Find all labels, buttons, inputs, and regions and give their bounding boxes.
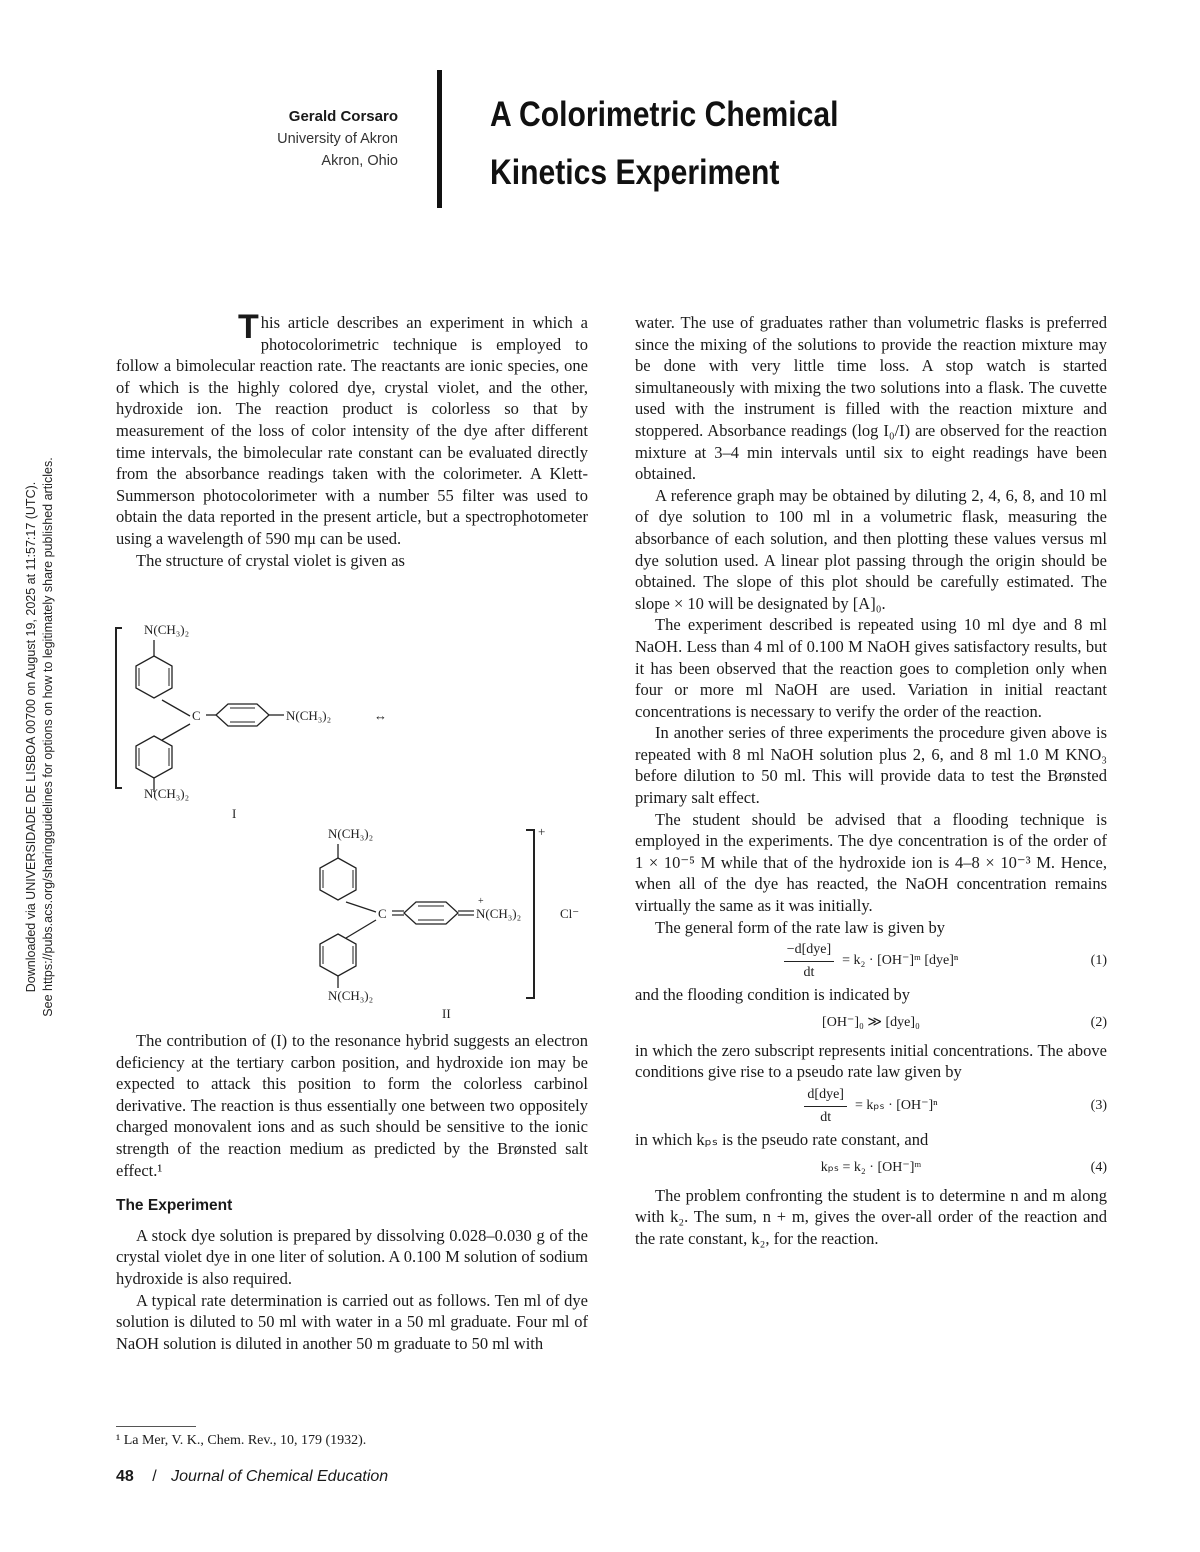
structure-i-label: I — [232, 806, 237, 821]
equation-2-text: [OH⁻]₀ ≫ [dye]₀ — [822, 1015, 920, 1031]
equation-1 — [635, 938, 1107, 984]
structure-ii-top-amine: N(CH₃)₂ — [328, 826, 374, 841]
structure-intro: The structure of crystal violet is given as — [136, 550, 405, 570]
experiment-paragraph-1: A stock dye solution is prepared by dissolving 0.028–0.030 g of the crystal violet dye in one liter of solution. A 0.100 M solution of sodium hydroxide is also required. — [116, 1225, 588, 1288]
equation-1-rhs: = k₂ · [OH⁻]ᵐ [dye]ⁿ — [842, 953, 959, 969]
right-paragraph-9: in which kₚₛ is the pseudo rate constant, and — [635, 1130, 929, 1149]
equation-4-number: (4) — [1090, 1159, 1107, 1175]
equation-3-rhs: = kₚₛ · [OH⁻]ⁿ — [854, 1098, 938, 1114]
title-line-1: A Colorimetric Chemical — [490, 95, 839, 134]
section-heading: The Experiment — [116, 1197, 233, 1215]
structure-ii-right-amine: N(CH₃)₂ — [476, 906, 522, 921]
page-footer — [116, 1468, 388, 1486]
structure-i-carbon: C — [192, 708, 201, 723]
right-paragraph-10: The problem confronting the student is to determine n and m along with k₂. The sum, n + m, gives the over-all order of the reaction and the rate constant, k₂, for the reaction. — [635, 1185, 1107, 1248]
equation-4 — [635, 1151, 1107, 1185]
equation-3-numerator: d[dye] — [804, 1084, 847, 1107]
equation-2-number: (2) — [1090, 1015, 1107, 1031]
resonance-arrow: ↔ — [374, 708, 387, 723]
intro-text: his article describes an experiment in which a photocolorimetric technique is employed to follow a bimolecular reaction rate. The reactants are ionic species, one of which is the highly colored dye, crystal violet, and the other, hydroxide ion. The reaction product is colorless so that by measurement of the loss of color intensity of the dye after different time intervals, the bimolecular rate constant can be evaluated directly from the absorbance readings taken with the colorimeter. A Klett-Summerson photocolorimeter with a number 55 filter was used to obtain the data reported in the present article, but a spectrophotometer using a wavelength of 590 mμ can be used. — [116, 313, 588, 548]
structure-i-top-amine: N(CH₃)₂ — [144, 622, 190, 637]
left-column-lower — [116, 1030, 588, 1354]
equation-4-text: kₚₛ = k₂ · [OH⁻]ᵐ — [820, 1159, 922, 1175]
download-notice-line2: See https://pubs.acs.org/sharingguidelines for options on how to legitimately share published articles. — [41, 457, 55, 1017]
equation-3-number: (3) — [1090, 1098, 1107, 1114]
right-paragraph-2: A reference graph may be obtained by diluting 2, 4, 6, 8, and 10 ml of dye solution to 100 ml in a volumetric flask, measuring the absorbance of each solution, and then plotting these values versus ml dye solution used. A linear plot passing through the origin should be obtained. The slope of this plot should be carefully estimated. The slope × 10 will be designated by [A]₀. — [635, 485, 1107, 613]
equation-1-numerator: −d[dye] — [784, 939, 834, 962]
structure-ii-nitrogen-charge: + — [478, 896, 484, 907]
structure-ii-bottom-amine: N(CH₃)₂ — [328, 988, 374, 1003]
equation-3 — [635, 1083, 1107, 1129]
equation-1-denominator: dt — [803, 964, 815, 980]
right-paragraph-7: and the flooding condition is indicated by — [635, 985, 910, 1005]
structure-ii-diagram — [300, 820, 590, 1020]
title-line-2: Kinetics Experiment — [490, 153, 780, 192]
author-affiliation-2: Akron, Ohio — [321, 153, 398, 169]
right-paragraph-3: The experiment described is repeated using 10 ml dye and 8 ml NaOH. Less than 4 ml of 0.100 M NaOH gives satisfactory results, but it has been observed that the reaction goes to completion only when four or more ml NaOH are used. Variation in initial reactant concentrations is necessary to verify the order of the reaction. — [635, 615, 1107, 721]
author-name: Gerald Corsaro — [288, 108, 398, 125]
structure-i-bottom-amine: N(CH₃)₂ — [144, 786, 190, 801]
resonance-paragraph: The contribution of (I) to the resonance hybrid suggests an electron deficiency at the tertiary carbon position, and hydroxide ion may be expected to attack this position to form the colorless carbinol derivative. The reaction is thus essentially one between two oppositely charged monovalent ions and as such should be sensitive to the ionic strength of the reaction medium as predicted by the Brønsted salt effect.¹ — [116, 1031, 588, 1180]
drop-cap: T — [238, 308, 259, 346]
download-notice-line1: Downloaded via UNIVERSIDADE DE LISBOA 00700 on August 19, 2025 at 11:57:17 (UTC). — [24, 481, 38, 993]
title-divider — [437, 70, 442, 208]
footnote-rule — [116, 1426, 196, 1427]
experiment-paragraph-2: A typical rate determination is carried out as follows. Ten ml of dye solution is diluted to 50 ml with water in a 50 ml graduate. Four ml of NaOH solution is diluted in another 50 m graduate to 50 ml with — [116, 1290, 588, 1353]
structure-ii-counterion: Cl⁻ — [560, 906, 580, 921]
right-column — [635, 312, 1107, 1249]
author-affiliation-1: University of Akron — [277, 131, 398, 147]
right-paragraph-5: The student should be advised that a flooding technique is employed in the experiments. The dye concentration is of the order of 1 × 10⁻⁵ M while that of the hydroxide ion is 4–8 × 10⁻³ M. Hence, when all of the dye has reacted, the NaOH concentration remains virtually the same as it was initially. — [635, 809, 1107, 916]
right-paragraph-6: The general form of the rate law is given by — [655, 917, 946, 937]
intro-paragraph — [116, 308, 588, 550]
author-block — [277, 106, 398, 172]
equation-1-number: (1) — [1090, 953, 1107, 969]
equation-2 — [635, 1006, 1107, 1040]
structure-ii-charge: + — [538, 824, 546, 839]
left-column-intro — [116, 308, 588, 571]
equation-1-fraction — [784, 939, 834, 983]
article-title — [490, 86, 838, 202]
structure-ii-label: II — [442, 1006, 451, 1020]
right-paragraph-8: in which the zero subscript represents initial concentrations. The above conditions give rise to a pseudo rate law given by — [635, 1040, 1107, 1082]
journal-name: Journal of Chemical Education — [171, 1468, 389, 1485]
download-notice — [23, 337, 57, 1137]
structure-i-right-amine: N(CH₃)₂ — [286, 708, 332, 723]
right-paragraph-4: In another series of three experiments the procedure given above is repeated with 8 ml NaOH solution plus 2, 6, and 8 ml 1.0 M KNO₃ before dilution to 50 ml. This will provide data to test the Brønsted primary salt effect. — [635, 723, 1107, 808]
structure-ii-carbon: C — [378, 906, 387, 921]
footer-separator: / — [152, 1468, 157, 1485]
page-number: 48 — [116, 1468, 134, 1485]
footnote: ¹ La Mer, V. K., Chem. Rev., 10, 179 (1932). — [116, 1433, 367, 1448]
structure-i-diagram — [112, 620, 422, 825]
equation-3-denominator: dt — [820, 1109, 832, 1125]
right-paragraph-1: water. The use of graduates rather than volumetric flasks is preferred since the mixing of the solutions to provide the reaction mixture may be done with very little time loss. A stop watch is started simultaneously with mixing the two solutions into a flask. The cuvette used with the instrument is filled with the reaction mixture and stoppered. Absorbance readings (log I₀/I) are observed for the reaction mixture at 3–4 min intervals until six to eight readings have been obtained. — [635, 313, 1107, 484]
equation-3-fraction — [804, 1084, 847, 1128]
